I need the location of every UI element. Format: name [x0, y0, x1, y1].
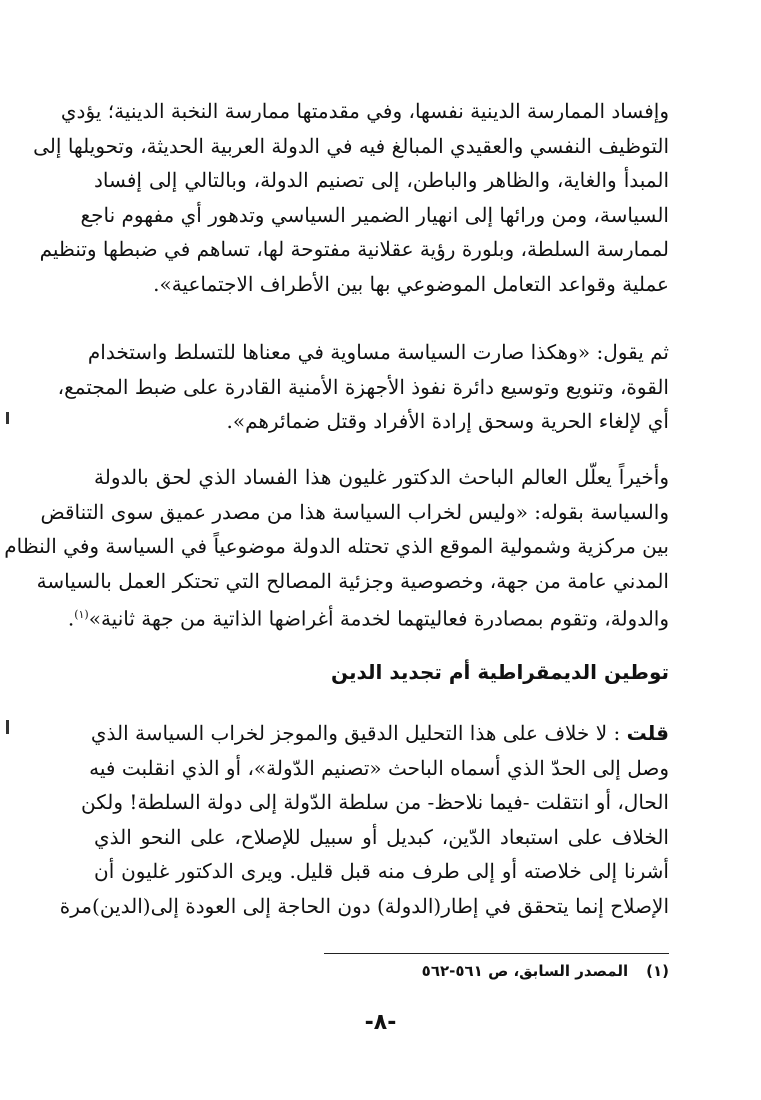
paragraph-line: المدني عامة من جهة، وخصوصية وجزئية المصالح التي تحتكر العمل بالسياسة — [36, 568, 669, 593]
paragraph-2 — [57, 335, 669, 439]
paragraph-4 — [59, 716, 669, 923]
footnote-text: المصدر السابق، ص ٥٦١-٥٦٢ — [421, 962, 629, 980]
scan-margin-mark — [6, 412, 9, 424]
paragraph-line: المبدأ والغاية، والظاهر والباطن، إلى تصنيم الدولة، وبالتالي إلى إفساد — [94, 168, 669, 192]
paragraph-line-text: والدولة، وتقوم بمصادرة فعاليتهما لخدمة أغراضها الذاتية من جهة ثانية» — [88, 606, 669, 631]
paragraph-line — [67, 598, 669, 636]
paragraph-line: وصل إلى الحدّ الذي أسماه الباحث «تصنيم الدّولة»، أو الذي انقلبت فيه — [89, 755, 669, 780]
paragraph-line: ثم يقول: «وهكذا صارت السياسة مساوية في معناها للتسلط واستخدام — [87, 340, 669, 364]
footnote-divider — [324, 953, 669, 954]
page-number: -٨- — [364, 1010, 397, 1035]
paragraph-1 — [33, 94, 669, 301]
paragraph-line: أي لإلغاء الحرية وسحق إرادة الأفراد وقتل ضمائرهم». — [226, 409, 669, 433]
paragraph-line: عملية وقواعد التعامل الموضوعي بها بين الأطراف الاجتماعية». — [153, 271, 669, 296]
paragraph-line: الإصلاح إنما يتحقق في إطار(الدولة) دون الحاجة إلى العودة إلى(الدين)مرة — [59, 893, 669, 918]
paragraph-line: التوظيف النفسي والعقيدي المبالغ فيه في الدولة العربية الحديثة، وتحويلها إلى — [33, 133, 669, 158]
footnote-reference: (١) — [74, 608, 89, 621]
footnote — [94, 962, 669, 980]
footnote-number: (١) — [646, 962, 669, 980]
scan-margin-mark — [6, 720, 9, 734]
closing-punctuation: . — [67, 606, 75, 631]
paragraph-line: القوة، وتنويع وتوسيع دائرة نفوذ الأجهزة الأمنية القادرة على ضبط المجتمع، — [57, 374, 669, 399]
paragraph-line: لممارسة السلطة، وبلورة رؤية عقلانية مفتوحة لها، تساهم في ضبطها وتنظيم — [39, 237, 669, 261]
paragraph-line: الحال، أو انتقلت -فيما نلاحظ- من سلطة الدّولة إلى دولة السلطة! ولكن — [80, 790, 669, 814]
paragraph-line: السياسة، ومن ورائها إلى انهيار الضمير السياسي وتدهور أي مفهوم ناجع — [80, 202, 669, 227]
paragraph-line: وأخيراً يعلّل العالم الباحث الدكتور غليون هذا الفساد الذي لحق بالدولة — [94, 465, 669, 489]
paragraph-line — [90, 716, 669, 751]
paragraph-line-text: : لا خلاف على هذا التحليل الدقيق والموجز لخراب السياسة الذي — [90, 721, 621, 745]
paragraph-3 — [4, 460, 669, 636]
section-heading: توطين الديمقراطية أم تجديد الدين — [330, 660, 669, 684]
paragraph-line: وإفساد الممارسة الدينية نفسها، وفي مقدمتها ممارسة النخبة الدينية؛ يؤدي — [60, 99, 669, 123]
paragraph-line: الخلاف على استبعاد الدّين، كبديل أو سبيل للإصلاح، على النحو الذي — [94, 824, 669, 849]
paragraph-line: بين مركزية وشمولية الموقع الذي تحتله الدولة موضوعياً في السياسة وفي النظام — [4, 534, 669, 558]
lead-word: قلت — [626, 721, 669, 745]
paragraph-line: أشرنا إلى خلاصته أو إلى طرف منه قبل قليل. ويرى الدكتور غليون أن — [94, 859, 669, 883]
paragraph-line: والسياسة بقوله: «وليس لخراب السياسة هذا من مصدر عميق سوى التناقض — [40, 499, 669, 524]
